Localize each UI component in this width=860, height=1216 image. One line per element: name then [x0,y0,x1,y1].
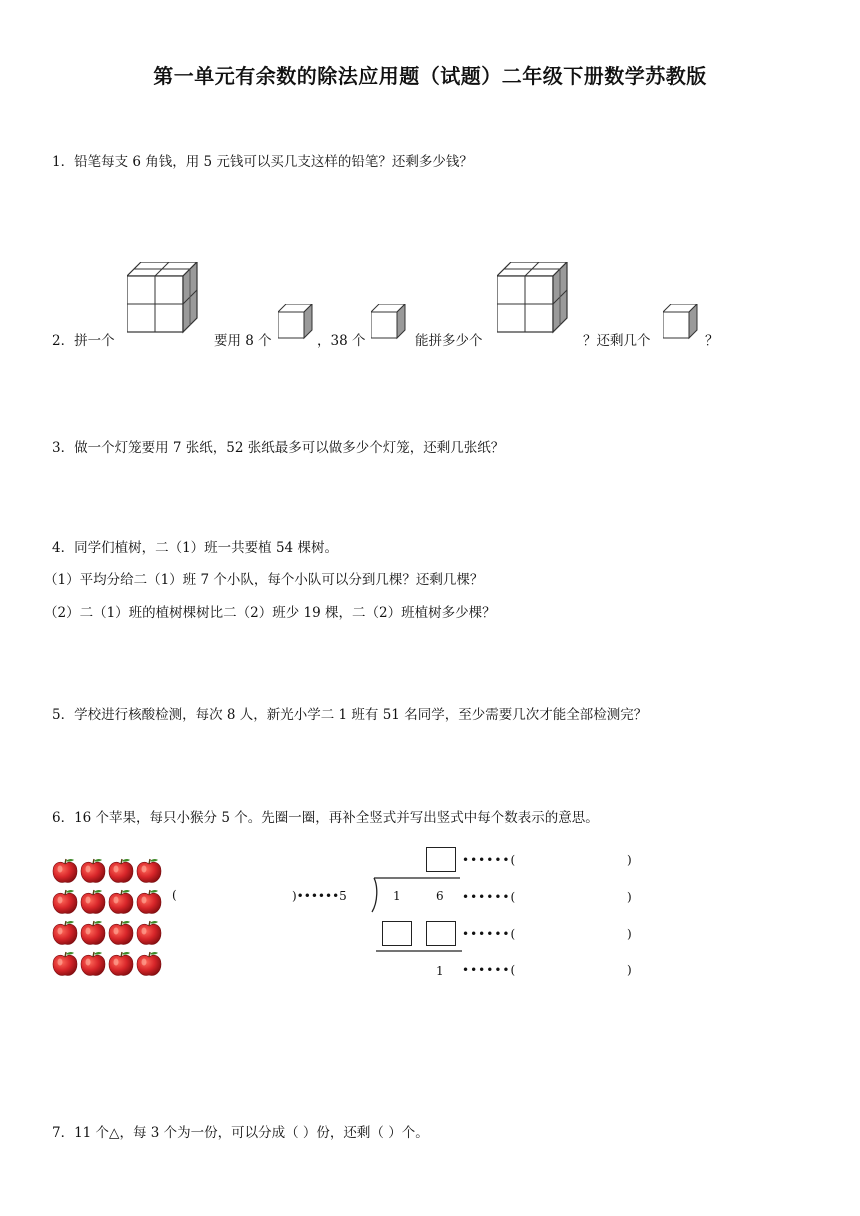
unit-cube-icon [663,304,699,340]
big-cube-icon [127,262,199,334]
question-2-text-2: ，38 个 [317,333,366,349]
question-5: 5．学校进行核酸检测，每次 8 人，新光小学二 1 班有 51 名同学，至少需要几次才能全部检测完？ [52,707,648,723]
divisor-open-paren: ( [172,888,177,902]
page-title: 第一单元有余数的除法应用题（试题）二年级下册数学苏教版 [153,64,707,88]
meaning-close-3: ) [627,927,632,941]
meaning-dots-2: ••••••( [462,890,517,904]
meaning-dots-3: ••••••( [462,927,517,941]
question-4-part-1: （1）平均分给二（1）班 7 个小队，每个小队可以分到几棵？还剩几棵？ [44,572,484,588]
unit-cube-icon [278,304,314,340]
quotient-box[interactable] [426,847,456,872]
question-3: 3．做一个灯笼要用 7 张纸，52 张纸最多可以做多少个灯笼，还剩几张纸？ [52,440,505,456]
unit-cube-icon [371,304,407,340]
divisor-dots: )••••••5 [292,889,347,903]
question-2-text-5: ？ [705,333,719,349]
division-line [372,948,464,954]
question-4-part-2: （2）二（1）班的植树棵树比二（2）班少 19 棵，二（2）班植树多少棵？ [44,605,496,621]
meaning-close-2: ) [627,890,632,904]
question-7: 7．11 个△，每 3 个为一份，可以分成（ ）份，还剩（ ）个。 [52,1125,429,1141]
meaning-close-4: ) [627,963,632,977]
big-cube-icon [497,262,569,334]
meaning-dots-4: ••••••( [462,963,517,977]
product-box-ones[interactable] [426,921,456,946]
question-6-stem: 6．16 个苹果，每只小猴分 5 个。先圈一圈，再补全竖式并写出竖式中每个数表示的意思。 [52,810,599,826]
question-2-text-4: ？还剩几个 [583,333,651,349]
question-1: 1．铅笔每支 6 角钱，用 5 元钱可以买几支这样的铅笔？还剩多少钱？ [52,154,473,170]
dividend-digit-2: 6 [436,889,444,903]
question-2-number: 2．拼一个 [52,333,115,349]
dividend-digit-1: 1 [393,889,401,903]
product-box-tens[interactable] [382,921,412,946]
question-2-text-1: 要用 8 个 [214,333,272,349]
meaning-close-1: ) [627,853,632,867]
apple-grid [52,858,164,980]
question-4-stem: 4．同学们植树，二（1）班一共要植 54 棵树。 [52,540,338,556]
remainder-digit: 1 [436,964,444,978]
division-bracket [368,876,463,916]
question-2-text-3: 能拼多少个 [415,333,483,349]
meaning-dots-1: ••••••( [462,853,517,867]
